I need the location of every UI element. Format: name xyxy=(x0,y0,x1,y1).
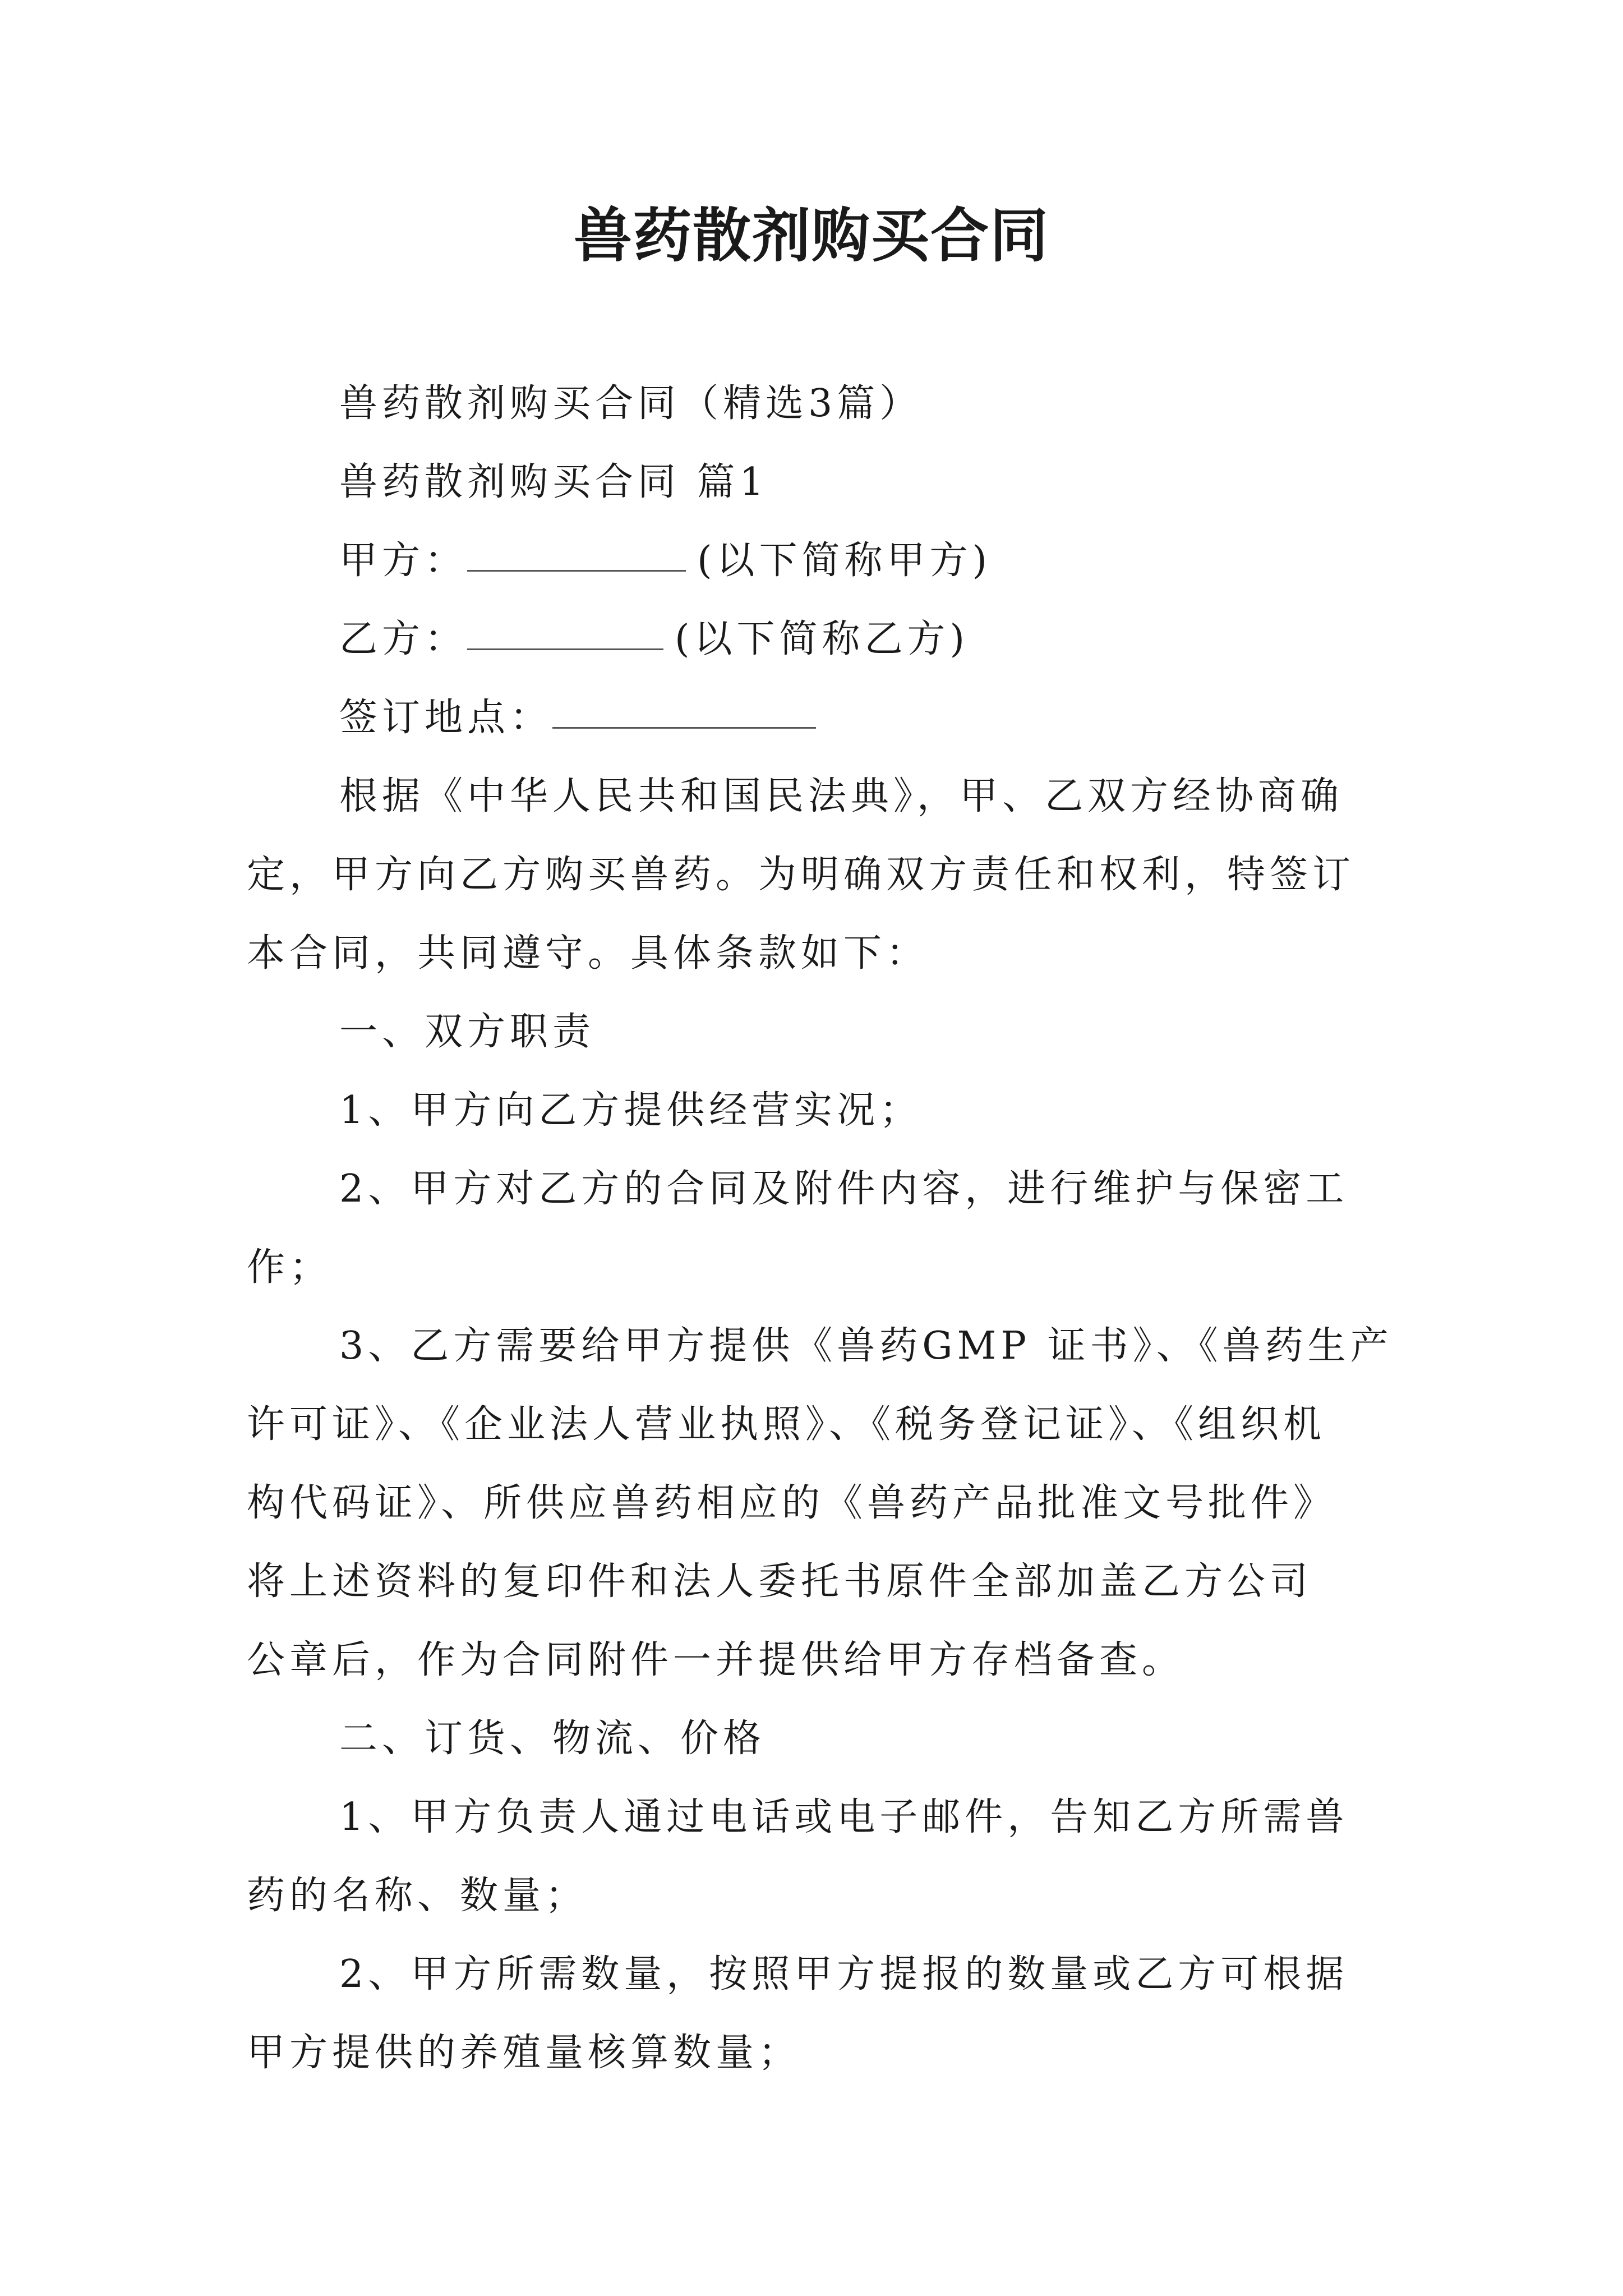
document-title: 兽药散剂购买合同 xyxy=(573,201,1049,270)
sign-place-blank xyxy=(552,690,816,729)
s1-item3-line-2: 许可证》、《企业法人营业执照》、《税务登记证》、《组织机 xyxy=(247,1402,1326,1447)
intro-line-3: 本合同，共同遵守。具体条款如下： xyxy=(247,931,929,976)
party-a-note: (以下简称甲方) xyxy=(697,539,992,583)
party-b-note: (以下简称乙方) xyxy=(675,617,970,661)
intro-line-2: 定，甲方向乙方购买兽药。为明确双方责任和权利，特签订 xyxy=(247,853,1355,897)
s2-item2-line-2: 甲方提供的养殖量核算数量； xyxy=(247,2031,801,2075)
s2-item2-line-1: 2、甲方所需数量，按照甲方提报的数量或乙方可根据 xyxy=(339,1952,1349,1996)
section2-title: 二、订货、物流、价格 xyxy=(339,1717,766,1761)
party-b-label: 乙方： xyxy=(339,617,468,661)
intro-line-1: 根据《中华人民共和国民法典》，甲、乙双方经协商确 xyxy=(339,774,1344,818)
s1-item1: 1、甲方向乙方提供经营实况； xyxy=(339,1088,923,1133)
s1-item2-line-2: 作； xyxy=(247,1245,333,1290)
s2-item1-line-1: 1、甲方负责人通过电话或电子邮件，告知乙方所需兽 xyxy=(339,1795,1349,1839)
sign-place-line xyxy=(339,690,827,746)
s1-item3-line-4: 将上述资料的复印件和法人委托书原件全部加盖乙方公司 xyxy=(247,1559,1313,1604)
party-a-label: 甲方： xyxy=(339,539,468,583)
s1-item3-line-5: 公章后，作为合同附件一并提供给甲方存档备查。 xyxy=(247,1638,1185,1682)
section-heading: 兽药散剂购买合同 篇1 xyxy=(339,460,768,504)
party-a-line xyxy=(339,533,992,589)
party-b-line xyxy=(339,611,969,668)
s1-item3-line-1: 3、乙方需要给甲方提供《兽药GMP 证书》、《兽药生产 xyxy=(339,1324,1393,1368)
section1-title: 一、双方职责 xyxy=(339,1010,596,1054)
party-a-blank xyxy=(467,533,686,572)
s2-item1-line-2: 药的名称、数量； xyxy=(247,1874,588,1918)
s1-item3-line-3: 构代码证》、所供应兽药相应的《兽药产品批准文号批件》 xyxy=(247,1481,1336,1525)
document-subtitle: 兽药散剂购买合同（精选3篇） xyxy=(339,381,923,426)
s1-item2-line-1: 2、甲方对乙方的合同及附件内容，进行维护与保密工 xyxy=(339,1167,1349,1211)
sign-place-label: 签订地点： xyxy=(339,696,553,740)
party-b-blank xyxy=(467,611,663,650)
